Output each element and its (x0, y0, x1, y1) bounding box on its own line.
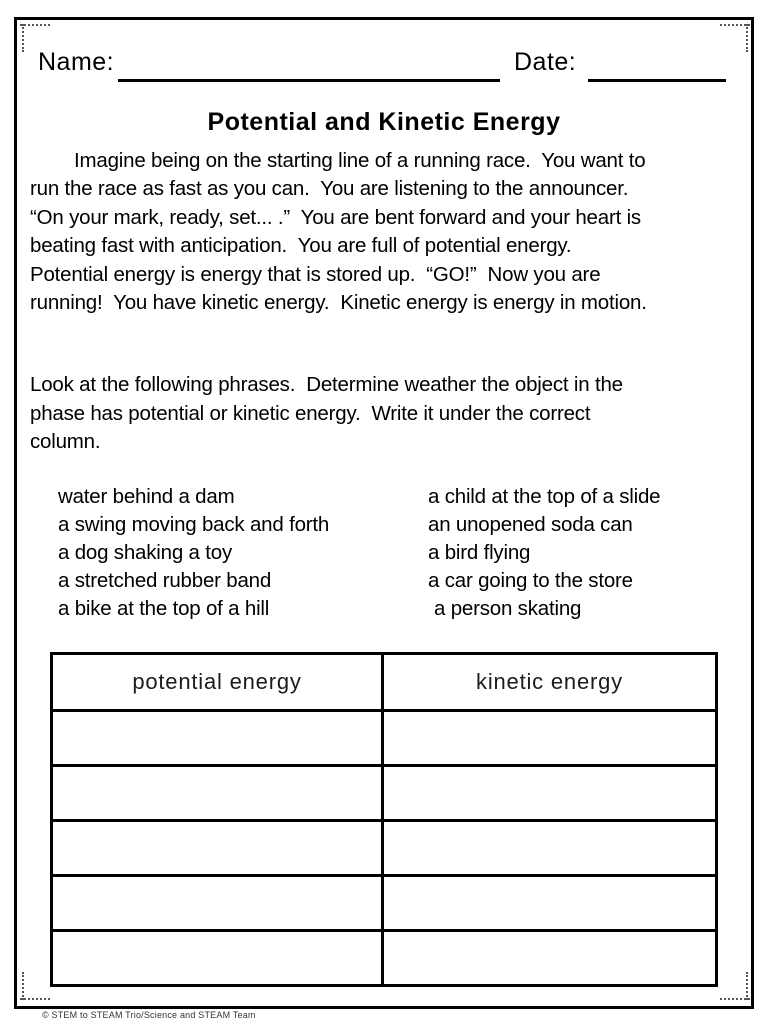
intro-line: run the race as fast as you can. You are listening to the announcer. (30, 177, 629, 201)
instructions-line: Look at the following phrases. Determine weather the object in the (30, 373, 623, 396)
footer-credit: © STEM to STEAM Trio/Science and STEAM Team (42, 1010, 256, 1020)
answer-table-row (53, 874, 715, 929)
phrase-item: a bike at the top of a hill (58, 597, 270, 620)
answer-table-row (53, 764, 715, 819)
phrase-item: a child at the top of a slide (428, 485, 661, 508)
potential-energy-answer-cell[interactable] (53, 932, 384, 984)
worksheet-title: Potential and Kinetic Energy (207, 108, 561, 136)
phrase-item: an unopened soda can (428, 513, 633, 536)
phrase-item: a person skating (434, 597, 582, 620)
intro-line: Potential energy is energy that is stored up. “GO!” Now you are (30, 262, 601, 286)
kinetic-energy-answer-cell[interactable] (384, 822, 715, 874)
name-date-row (0, 46, 768, 88)
name-blank-line[interactable] (118, 79, 500, 82)
kinetic-energy-header-cell: kinetic energy (476, 669, 623, 694)
instructions-line: phase has potential or kinetic energy. Write it under the correct (30, 401, 591, 425)
answer-table (50, 652, 718, 987)
name-label: Name: (38, 48, 115, 76)
phrase-item: a dog shaking a toy (58, 541, 232, 564)
answer-table-row (53, 929, 715, 984)
phrase-item: a bird flying (428, 541, 531, 564)
date-label: Date: (514, 48, 577, 76)
potential-energy-header-cell: potential energy (53, 655, 384, 709)
phrase-item: a swing moving back and forth (58, 513, 330, 536)
corner-ornament-bottom-right (716, 968, 750, 1002)
kinetic-energy-answer-cell[interactable] (384, 767, 715, 819)
answer-table-header-row (53, 655, 715, 709)
potential-energy-answer-cell[interactable] (53, 877, 384, 929)
potential-energy-answer-cell[interactable] (53, 822, 384, 874)
intro-line: Imagine being on the starting line of a running race. You want to (74, 149, 646, 172)
intro-line: “On your mark, ready, set... .” You are bent forward and your heart is (30, 205, 641, 229)
phrase-item: water behind a dam (58, 485, 235, 508)
date-blank-line[interactable] (588, 79, 726, 82)
phrase-item: a car going to the store (428, 569, 633, 592)
kinetic-energy-answer-cell[interactable] (384, 712, 715, 764)
phrase-list-right (428, 483, 738, 623)
phrase-item: a stretched rubber band (58, 569, 272, 592)
potential-energy-answer-cell[interactable] (53, 712, 384, 764)
instructions-line: column. (30, 430, 101, 454)
potential-energy-answer-cell[interactable] (53, 767, 384, 819)
instructions-paragraph (30, 371, 744, 457)
kinetic-energy-answer-cell[interactable] (384, 932, 715, 984)
intro-paragraph (30, 147, 744, 317)
corner-ornament-bottom-left (20, 968, 54, 1002)
intro-line: running! You have kinetic energy. Kinetic energy is energy in motion. (30, 291, 647, 315)
answer-table-row (53, 819, 715, 874)
answer-table-row (53, 709, 715, 764)
kinetic-energy-answer-cell[interactable] (384, 877, 715, 929)
phrase-list-left (58, 483, 398, 623)
intro-line: beating fast with anticipation. You are full of potential energy. (30, 234, 572, 258)
